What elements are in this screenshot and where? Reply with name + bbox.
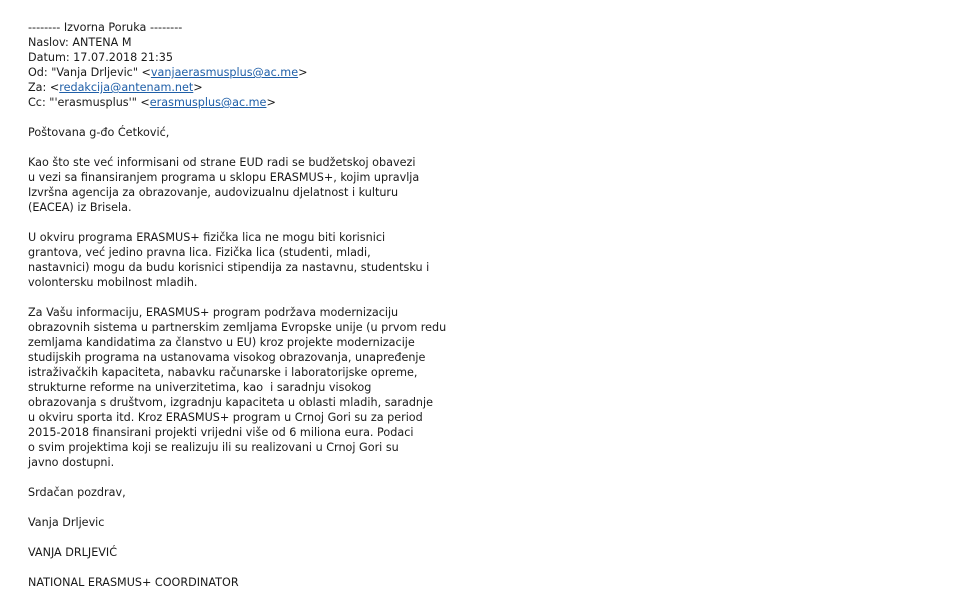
spacer [28,470,928,485]
paragraph-line: u okviru sporta itd. Kroz ERASMUS+ program u Crnoj Gori su za period [28,411,423,424]
spacer [28,530,928,545]
paragraph-line: U okviru programa ERASMUS+ fizička lica ne mogu biti korisnici [28,231,386,244]
cc-line [28,95,928,110]
email-message [28,20,928,590]
greeting: Poštovana g-đo Ćetković, [28,126,170,139]
paragraph-line: studijskih programa na ustanovama visokog obrazovanja, unapređenje [28,351,426,364]
subject-label: Naslov: [28,36,73,49]
cc-label: Cc: [28,96,50,109]
spacer [28,110,928,125]
from-name: "Vanja Drljevic" < [51,66,151,79]
to-close: > [193,81,203,94]
date-value: 17.07.2018 21:35 [73,51,174,64]
paragraph-line: Kao što ste već informisani od strane EUD radi se budžetskoj obavezi [28,156,416,169]
from-line [28,65,928,80]
spacer [28,290,928,305]
cc-name: "'erasmusplus'" < [49,96,150,109]
paragraph-2 [28,230,928,290]
signature-name-caps: VANJA DRLJEVIĆ [28,546,118,559]
original-message-separator: -------- Izvorna Poruka -------- [28,21,183,34]
spacer [28,500,928,515]
paragraph-line: volontersku mobilnost mladih. [28,276,198,289]
to-label: Za: < [28,81,60,94]
signature-name: Vanja Drljevic [28,516,105,529]
closing: Srdačan pozdrav, [28,486,126,499]
from-email-link[interactable]: vanjaerasmusplus@ac.me [150,66,299,79]
paragraph-line: istraživačkih kapaciteta, nabavku računarske i laboratorijske opreme, [28,366,418,379]
paragraph-line: o svim projektima koji se realizuju ili su realizovani u Crnoj Gori su [28,441,399,454]
paragraph-line: u vezi sa finansiranjem programa u sklopu ERASMUS+, kojim upravlja [28,171,420,184]
to-line [28,80,928,95]
paragraph-1 [28,155,928,215]
date-line [28,50,928,65]
paragraph-line: zemljama kandidatima za članstvo u EU) kroz projekte modernizacije [28,336,415,349]
signature-title: NATIONAL ERASMUS+ COORDINATOR [28,576,239,589]
paragraph-line: nastavnici) mogu da budu korisnici stipendija za nastavnu, studentsku i [28,261,430,274]
paragraph-line: Za Vašu informaciju, ERASMUS+ program podržava modernizaciju [28,306,399,319]
paragraph-line: javno dostupni. [28,456,115,469]
from-label: Od: [28,66,52,79]
spacer [28,560,928,575]
paragraph-line: (EACEA) iz Brisela. [28,201,132,214]
paragraph-line: strukturne reforme na univerzitetima, kao i saradnju visokog [28,381,372,394]
subject-line [28,35,928,50]
subject-value: ANTENA M [72,36,132,49]
cc-email-link[interactable]: erasmusplus@ac.me [149,96,267,109]
date-label: Datum: [28,51,74,64]
paragraph-line: Izvršna agencija za obrazovanje, audovizualnu djelatnost i kulturu [28,186,399,199]
spacer [28,140,928,155]
spacer [28,215,928,230]
paragraph-line: grantova, već jedino pravna lica. Fizička lica (studenti, mladi, [28,246,371,259]
paragraph-line: obrazovanja s društvom, izgradnju kapaciteta u oblasti mladih, saradnje [28,396,434,409]
from-close: > [298,66,308,79]
paragraph-line: obrazovnih sistema u partnerskim zemljama Evropske unije (u prvom redu [28,321,447,334]
to-email-link[interactable]: redakcija@antenam.net [59,81,194,94]
cc-close: > [266,96,276,109]
paragraph-line: 2015-2018 finansirani projekti vrijedni više od 6 miliona eura. Podaci [28,426,414,439]
paragraph-3 [28,305,928,470]
